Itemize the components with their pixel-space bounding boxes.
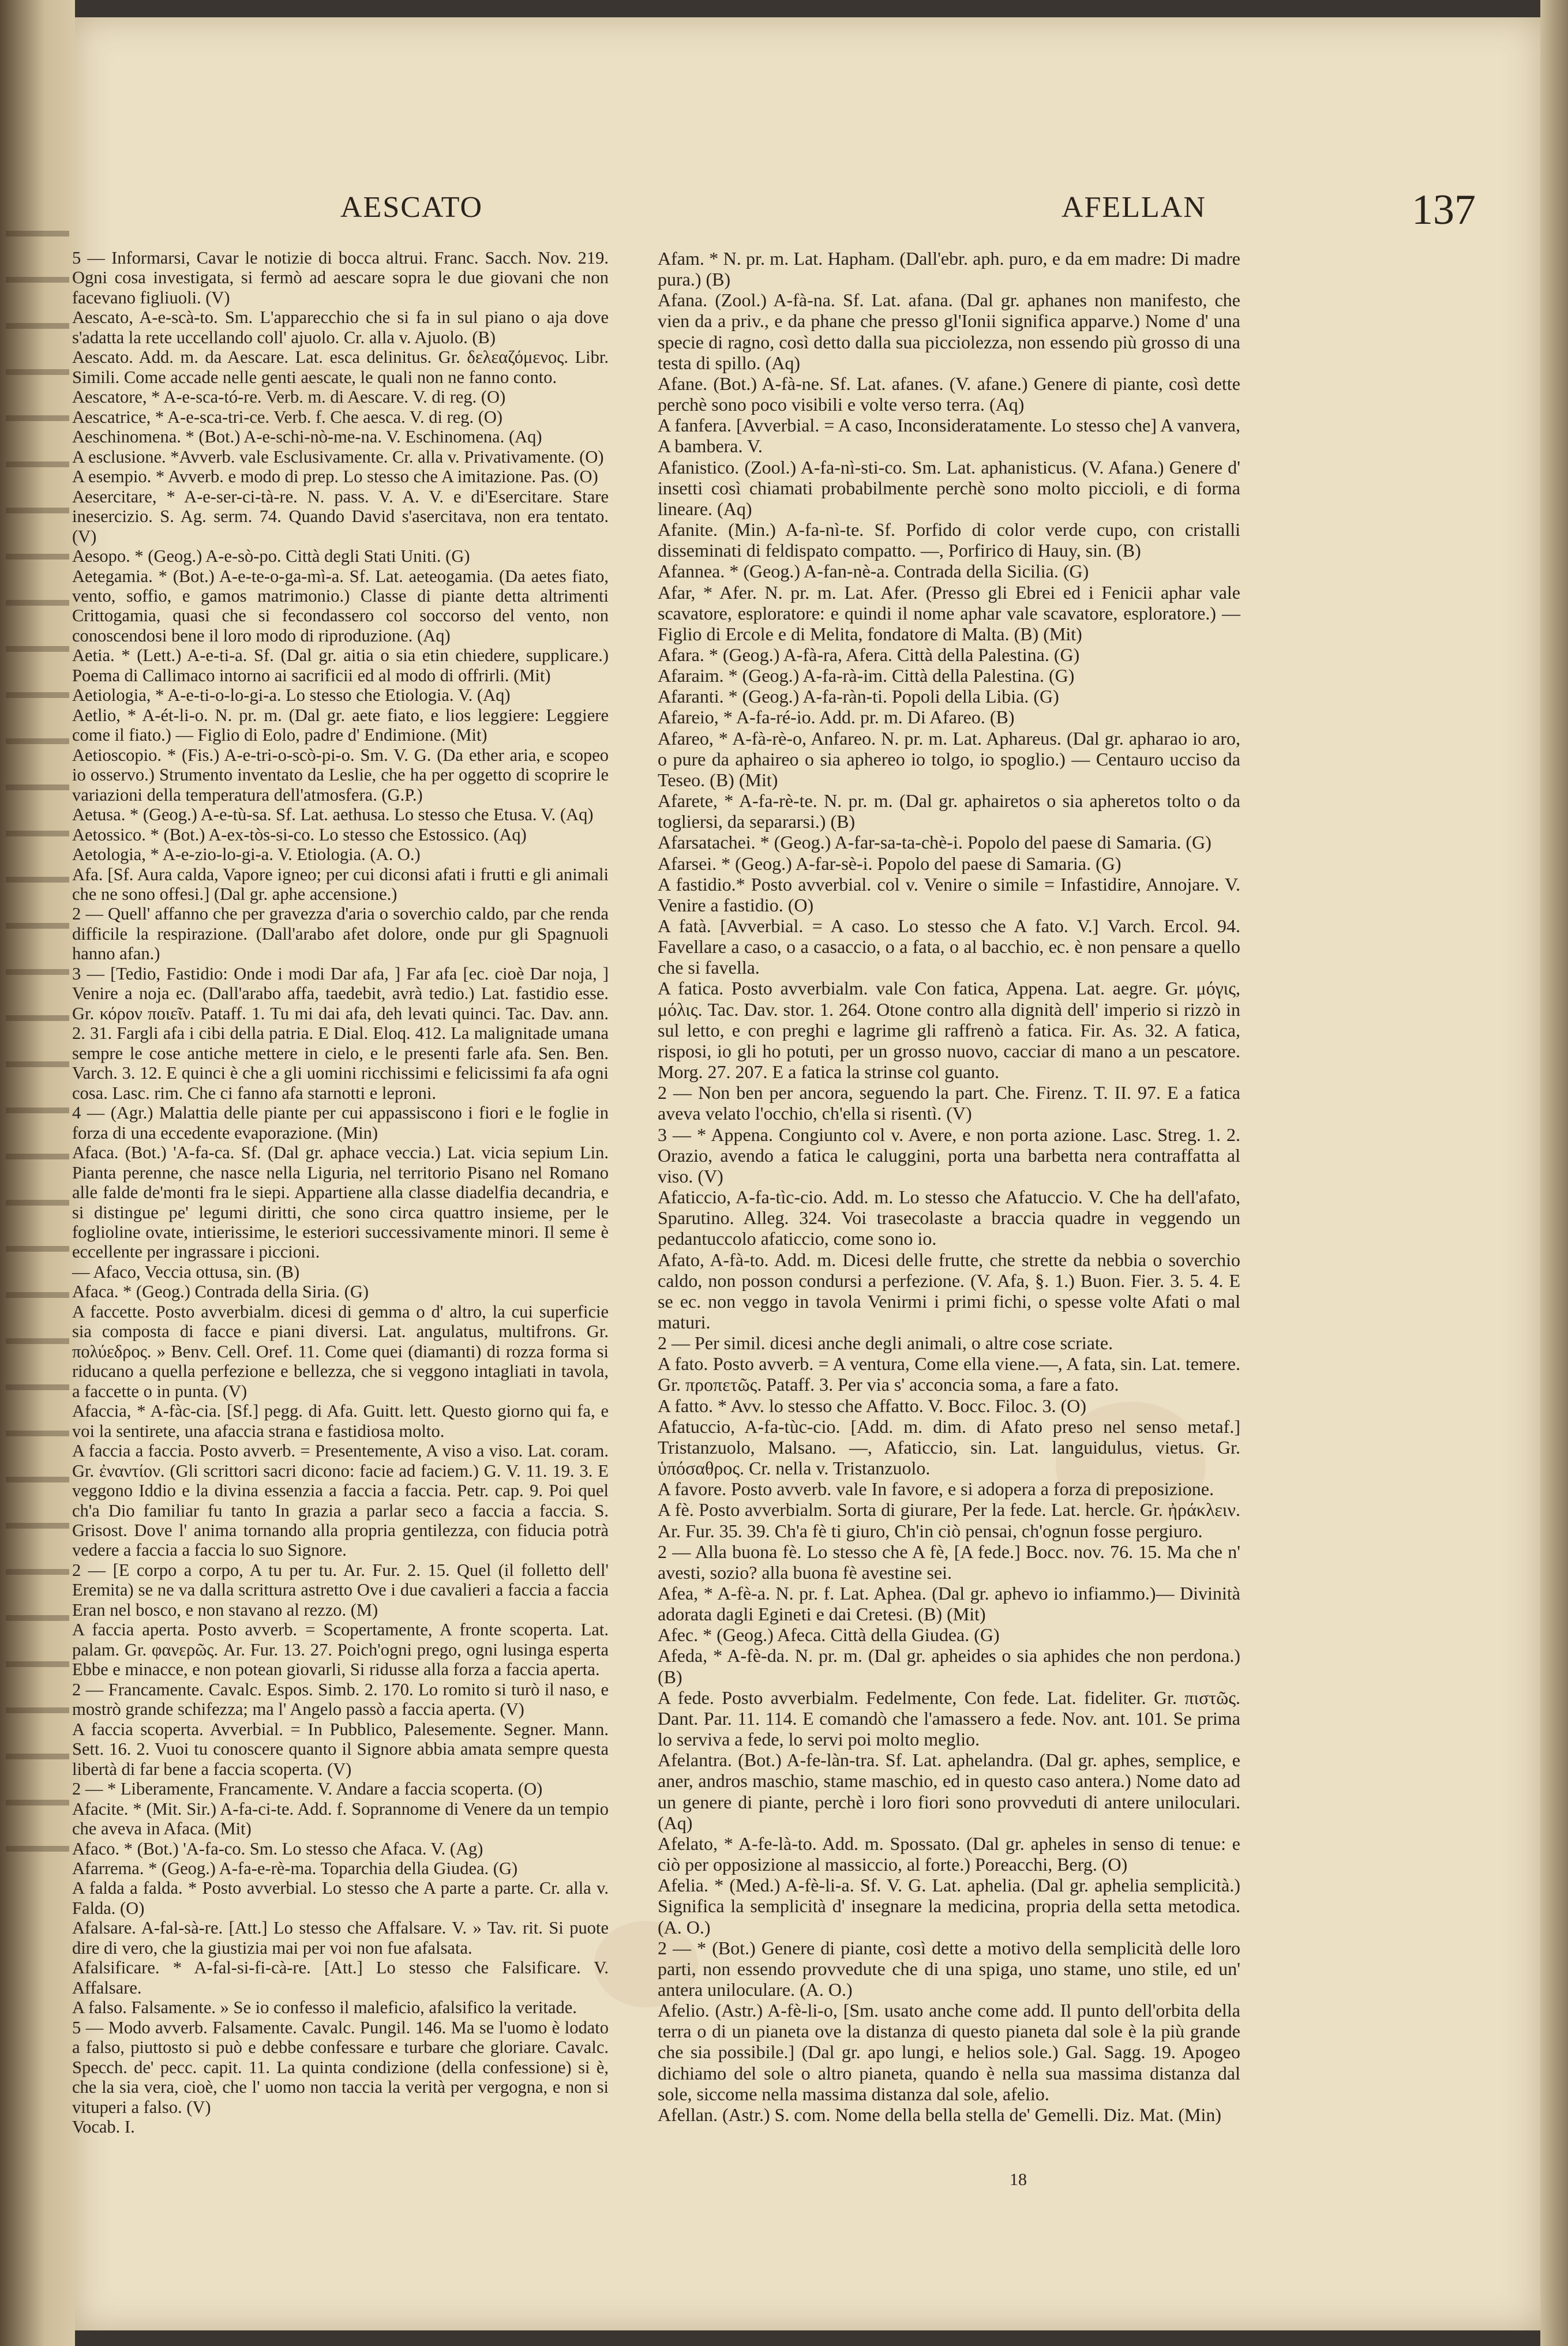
dictionary-entry: 2 — Per simil. dicesi anche degli animali, o altre cose scriate. (658, 1332, 1113, 1354)
dictionary-entry: Afareio, * A-fa-ré-io. Add. pr. m. Di Afareo. (B) (658, 707, 1015, 728)
dictionary-entry: A falso. Falsamente. » Se io confesso il maleficio, afalsifico la veritade. (72, 1998, 577, 2018)
dictionary-entry: A fato. Posto avverb. = A ventura, Come ella viene.—, A fata, sin. Lat. temere. Gr. προπετῶς. Pataff. 3. Per via s' acconcia soma, a fare a fato. (658, 1353, 1240, 1395)
dictionary-entry: Afalsificare. * A-fal-si-fi-cà-re. [Att.] Lo stesso che Falsificare. V. Affalsare. (72, 1958, 609, 1998)
dictionary-entry: Aetegamia. * (Bot.) A-e-te-o-ga-mì-a. Sf. Lat. aeteogamia. (Da aetes fiato, vento, soffio, e gamos matrimonio.) Classe di piante detta altrimenti Crittogamia, quasi che si fecondassero col soccorso del vento, non conoscendosi bene il loro modo di riproduzione. (Aq) (72, 566, 609, 645)
dictionary-entry: — Afaco, Veccia ottusa, sin. (B) (72, 1262, 300, 1282)
dictionary-entry: Afaranti. * (Geog.) A-fa-ràn-ti. Popoli della Libia. (G) (658, 686, 1059, 707)
dictionary-entry: Afea, * A-fè-a. N. pr. f. Lat. Aphea. (Dal gr. aphevo io infiammo.)— Divinità adorata dagli Egineti e dai Cretesi. (B) (Mit) (658, 1583, 1240, 1625)
signature-mark: 18 (1010, 2170, 1027, 2189)
dictionary-entry: Aescato. Add. m. da Aescare. Lat. esca delinitus. Gr. δελεαζόμενος. Libr. Simili. Come accade nelle genti aescate, le quali non ne fanno conto. (72, 347, 609, 387)
left-column (72, 248, 609, 2137)
dictionary-entry: A fede. Posto avverbialm. Fedelmente, Con fede. Lat. fideliter. Gr. πιστῶς. Dant. Par. 11. 114. E comandò che l'amassero a fede. Nov. ant. 101. Se prima lo serviva a fede, lo servi poi molto meglio. (658, 1687, 1240, 1750)
dictionary-entry: Afanite. (Min.) A-fa-nì-te. Sf. Porfido di color verde cupo, con cristalli disseminati di feldispato compatto. —, Porfirico di Hauy, sin. (B) (658, 519, 1240, 561)
dictionary-entry: Afara. * (Geog.) A-fà-ra, Afera. Città della Palestina. (G) (658, 644, 1080, 665)
dictionary-entry: Aescatore, * A-e-sca-tó-re. Verb. m. di Aescare. V. di reg. (O) (72, 387, 506, 407)
running-head-right: AFELLAN (1061, 191, 1206, 224)
dictionary-entry: Afareo, * A-fà-rè-o, Anfareo. N. pr. m. Lat. Aphareus. (Dal gr. apharao io aro, o pure da aphaireo o sia aphereo io tolgo, io spoglio.) — Centauro ucciso da Teseo. (B) (Mit) (658, 727, 1240, 790)
page-edge (1540, 0, 1568, 2346)
dictionary-entry: A faccette. Posto avverbialm. dicesi di gemma o d' altro, la cui superficie sia composta di facce e piani diversi. Lat. angulatus, multifrons. Gr. πολύεδρος. » Benv. Cell. Oref. 11. Come quei (diamanti) di rozza forma si riducano a quella perfezione e bellezza, che si veggono intagliati in tavola, a faccette o in punta. (V) (72, 1301, 609, 1401)
dictionary-entry: 2 — Quell' affanno che per gravezza d'aria o soverchio caldo, par che renda difficile la respirazione. (Dall'arabo afet dolore, onde pur gli Spagnuoli hanno afan.) (72, 904, 609, 964)
dictionary-entry: Afec. * (Geog.) Afeca. Città della Giudea. (G) (658, 1624, 1000, 1646)
dictionary-entry: Aetossico. * (Bot.) A-ex-tòs-si-co. Lo stesso che Estossico. (Aq) (72, 824, 527, 844)
dictionary-entry: Aesercitare, * A-e-ser-ci-tà-re. N. pass. V. A. V. e di'Esercitare. Stare inesercizio. S. Ag. serm. 74. Quando David s'asercitava, non era tentato. (V) (72, 486, 609, 546)
dictionary-entry: Afacite. * (Mit. Sir.) A-fa-ci-te. Add. f. Soprannome di Venere da un tempio che aveva in Afaca. (Mit) (72, 1799, 609, 1839)
dictionary-entry: 3 — * Appena. Congiunto col v. Avere, e non porta azione. Lasc. Streg. 1. 2. Orazio, avendo a fatica le caluggini, porta una barbetta nera contraffatta al viso. (V) (658, 1124, 1240, 1187)
dictionary-entry: A faccia aperta. Posto avverb. = Scopertamente, A fronte scoperta. Lat. palam. Gr. φανερῶς. Ar. Fur. 13. 27. Poich'ogni prego, ogni lusinga esperta Ebbe e minacce, e non potean giovarli, Si ridusse alla forza a faccia aperta. (72, 1620, 609, 1680)
dictionary-entry: Afalsare. A-fal-sà-re. [Att.] Lo stesso che Affalsare. V. » Tav. rit. Si puote dire di vero, che la giustizia mai per voi non fue afalsata. (72, 1918, 609, 1958)
dictionary-entry: A favore. Posto avverb. vale In favore, e si adopera a forza di preposizione. (658, 1478, 1214, 1500)
dictionary-entry: 5 — Informarsi, Cavar le notizie di bocca altrui. Franc. Sacch. Nov. 219. Ogni cosa investigata, si fermò ad aescare sopra le due giovani che non facevano figliuoli. (V) (72, 248, 609, 307)
dictionary-entry: 4 — (Agr.) Malattia delle piante per cui appassiscono i fiori e le foglie in forza di una eccedente evaporazione. (Min) (72, 1103, 609, 1143)
dictionary-entry: A esclusione. *Avverb. vale Esclusivamente. Cr. alla v. Privativamente. (O) (72, 446, 604, 467)
dictionary-entry: Afarsatachei. * (Geog.) A-far-sa-ta-chè-i. Popolo del paese di Samaria. (G) (658, 832, 1211, 853)
dictionary-entry: Afellan. (Astr.) S. com. Nome della bella stella de' Gemelli. Diz. Mat. (Min) (658, 2104, 1222, 2125)
dictionary-entry: Aetusa. * (Geog.) A-e-tù-sa. Sf. Lat. aethusa. Lo stesso che Etusa. V. (Aq) (72, 805, 594, 825)
dictionary-entry: Vocab. I. (72, 2117, 135, 2137)
dictionary-entry: 3 — [Tedio, Fastidio: Onde i modi Dar afa, ] Far afa [ec. cioè Dar noja, ] Venire a noja ec. (Dall'arabo affa, taedebit, avrà tedio.) Lat. fastidio esse. Gr. κόρον ποιεῖν. Pataff. 1. Tu mi dai afa, deh levati quinci. Tac. Dav. ann. 2. 31. Fargli afa i cibi della patria. E Dial. Eloq. 412. La malignitade umana sempre le cose antiche mettere in cielo, e le presenti farle afa. Sen. Ben. Varch. 3. 12. E quinci è che a gli uomini ricchissimi e felicissimi fa afa ogni cosa. Lasc. rim. Che ci fanno afa starnotti e leproni. (72, 963, 609, 1103)
dictionary-entry: Aetiologia, * A-e-ti-o-lo-gi-a. Lo stesso che Etiologia. V. (Aq) (72, 685, 511, 705)
dictionary-entry: Aetologia, * A-e-zio-lo-gi-a. V. Etiologia. (A. O.) (72, 844, 421, 865)
dictionary-entry: 5 — Modo avverb. Falsamente. Cavalc. Pungil. 146. Ma se l'uomo è lodato a falso, piuttosto si può e debbe confessare e turbare che gloriare. Cavalc. Specch. de' pecc. capit. 11. La quinta condizione (della confessione) si è, che la sia vera, cioè, che l' uomo non taccia la verità per vergogna, e non si vituperi a falso. (V) (72, 2017, 609, 2117)
dictionary-entry: Aeschinomena. * (Bot.) A-e-schi-nò-me-na. V. Eschinomena. (Aq) (72, 427, 542, 447)
dictionary-entry: Afelio. (Astr.) A-fè-li-o, [Sm. usato anche come add. Il punto dell'orbita della terra o di un pianeta ove la distanza di questo pianeta dal sole è la più grande che sia possibile.] (Dal gr. apo lungi, e helios sole.) Gal. Sagg. 19. Apogeo dichiamo del sole o altro pianeta, quando è nella sua massima distanza dal sole, siccome nella massima distanza dal sole, afelio. (658, 2000, 1240, 2104)
dictionary-entry: Aetlio, * A-ét-li-o. N. pr. m. (Dal gr. aete fiato, e lios leggiere: Leggiere come il fiato.) — Figlio di Eolo, padre d' Endimione. (Mit) (72, 705, 609, 745)
dictionary-entry: 2 — * Liberamente, Francamente. V. Andare a faccia scoperta. (O) (72, 1779, 543, 1799)
dictionary-entry: Afeda, * A-fè-da. N. pr. m. (Dal gr. apheides o sia aphides che non perdona.) (B) (658, 1645, 1240, 1687)
dictionary-entry: Afaccia, * A-fàc-cia. [Sf.] pegg. di Afa. Guitt. lett. Questo giorno qui fa, e voi la sentirete, una afaccia strana e fastidiosa molto. (72, 1401, 609, 1441)
dictionary-entry: Afaticcio, A-fa-tìc-cio. Add. m. Lo stesso che Afatuccio. V. Che ha dell'afato, Sparutino. Alleg. 324. Voi trasecolaste a braccia quadre in veggendo un pedantuccolo afaticcio, come sono io. (658, 1187, 1240, 1249)
running-head-left: AESCATO (340, 191, 483, 224)
dictionary-entry: Aetia. * (Lett.) A-e-ti-a. Sf. (Dal gr. aitia o sia etin chiedere, supplicare.) Poema di Callimaco intorno ai sacrificii ed al modo di offrirli. (Mit) (72, 645, 609, 685)
dictionary-entry: A esempio. * Avverb. e modo di prep. Lo stesso che A imitazione. Pas. (O) (72, 467, 598, 487)
dictionary-entry: Afarete, * A-fa-rè-te. N. pr. m. (Dal gr. aphairetos o sia apheretos tolto o da togliersi, da separarsi.) (B) (658, 790, 1240, 832)
dictionary-entry: 2 — * (Bot.) Genere di piante, così dette a motivo della semplicità delle loro parti, non essendo provvedute che di una spiga, uno stame, uno stile, ed un' antera uniloculare. (A. O.) (658, 1937, 1240, 2000)
dictionary-entry: Afato, A-fà-to. Add. m. Dicesi delle frutte, che strette da nebbia o soverchio caldo, non posson condursi a perfezione. (V. Afa, §. 1.) Buon. Fier. 3. 5. 4. E se ec. non veggo in tavola Venirmi i primi fichi, o spesse volte Afati o mal maturi. (658, 1249, 1240, 1332)
dictionary-entry: Afaraim. * (Geog.) A-fa-rà-im. Città della Palestina. (G) (658, 665, 1075, 686)
dictionary-entry: Afaco. * (Bot.) 'A-fa-co. Sm. Lo stesso che Afaca. V. (Ag) (72, 1838, 483, 1859)
dictionary-entry: Aetioscopio. * (Fis.) A-e-tri-o-scò-pi-o. Sm. V. G. (Da ether aria, e scopeo io osservo.) Strumento inventato da Leslie, che ha per oggetto di scoprire le variazioni della temperatura dell'atmosfera. (G.P.) (72, 745, 609, 805)
dictionary-entry: Afanistico. (Zool.) A-fa-nì-sti-co. Sm. Lat. aphanisticus. (V. Afana.) Genere d' insetti così chiamati probabilmente perchè sono molto piccioli, e di forma lineare. (Aq) (658, 456, 1240, 519)
dictionary-entry: 2 — Francamente. Cavalc. Espos. Simb. 2. 170. Lo romito si turò il naso, e mostrò grande schifezza; ma l' Angelo passò a faccia aperta. (V) (72, 1679, 609, 1720)
dictionary-entry: A fastidio.* Posto avverbial. col v. Venire o simile = Infastidire, Annojare. V. Venire a fastidio. (O) (658, 873, 1240, 915)
dictionary-entry: Afaca. (Bot.) 'A-fa-ca. Sf. (Dal gr. aphace veccia.) Lat. vicia sepium Lin. Pianta perenne, che nasce nella Liguria, nel territorio Pisano nel Romano alle falde de'monti fra le siepi. Appartiene alla classe diadelfia decandria, e si distingue pe' legumi diritti, che sono circa quattro insieme, per le foglioline ovate, intierissime, le esteriori successivamente minori. Il seme è eccellente per ingrassare i piccioni. (72, 1143, 609, 1262)
dictionary-entry: A falda a falda. * Posto avverbial. Lo stesso che A parte a parte. Cr. alla v. Falda. (O) (72, 1878, 609, 1918)
page-header (306, 186, 1487, 242)
dictionary-entry: Afatuccio, A-fa-tùc-cio. [Add. m. dim. di Afato preso nel senso metaf.] Tristanzuolo, Malsano. —, Afaticcio, sin. Lat. languidulus, vietus. Gr. ὑπόσαθρος. Cr. nella v. Tristanzuolo. (658, 1416, 1240, 1479)
dictionary-entry: Aescato, A-e-scà-to. Sm. L'apparecchio che si fa in sul piano o aja dove s'adatta la rete uccellando coll' ajuolo. Cr. alla v. Ajuolo. (B) (72, 307, 609, 347)
right-column (658, 248, 1240, 2125)
dictionary-entry: A fatà. [Avverbial. = A caso. Lo stesso che A fato. V.] Varch. Ercol. 94. Favellare a caso, o a casaccio, o a fata, o al bacchio, ec. è non pensare a quello che si favella. (658, 915, 1240, 978)
dictionary-entry: A faccia a faccia. Posto avverb. = Presentemente, A viso a viso. Lat. coram. Gr. ἐναντίον. (Gli scrittori sacri dicono: facie ad faciem.) G. V. 11. 19. 3. E veggono Iddio e la divina essenzia a faccia a faccia. Petr. cap. 9. Poi quel ch'a Dio familiar fu tanto In grazia a parlar seco a faccia a faccia. S. Grisost. Dove l' anima tornando alla propria gentilezza, con fiducia potrà vedere a faccia a faccia lo suo Signore. (72, 1441, 609, 1560)
dictionary-entry: Aesopo. * (Geog.) A-e-sò-po. Città degli Stati Uniti. (G) (72, 546, 470, 566)
dictionary-entry: Afane. (Bot.) A-fà-ne. Sf. Lat. afanes. (V. afane.) Genere di piante, così dette perchè sono poco visibili e volte verso terra. (Aq) (658, 373, 1240, 415)
page-number: 137 (1412, 186, 1476, 234)
dictionary-entry: 2 — [E corpo a corpo, A tu per tu. Ar. Fur. 2. 15. Quel (il folletto dell' Eremita) se ne va dalla scrittura astretto Ove i due cavalieri a faccia a faccia Eran nel bosco, e non stavano al rezzo. (M) (72, 1560, 609, 1620)
dictionary-entry: Afa. [Sf. Aura calda, Vapore igneo; per cui diconsi afati i frutti e gli animali che ne sono offesi.] (Dal gr. aphe accensione.) (72, 864, 609, 904)
dictionary-entry: A fatica. Posto avverbialm. vale Con fatica, Appena. Lat. aegre. Gr. μόγις, μόλις. Tac. Dav. stor. 1. 264. Otone contro alla dignità dell' imperio si rizzò in sul letto, e con preghi e lagrime gli raffrenò a fatica. Fir. As. 32. A fatica, risposi, io gli ho potuti, per un grosso nuovo, cacciar di mano a un pescatore. Morg. 27. 207. E a fatica la strinse col guanto. (658, 978, 1240, 1083)
dictionary-entry: Afar, * Afer. N. pr. m. Lat. Afer. (Presso gli Ebrei ed i Fenicii aphar vale scavatore, esploratore: e quindi il nome aphar vale scavatore, esploratore.) — Figlio di Ercole e di Melita, fondatore di Malta. (B) (Mit) (658, 581, 1240, 644)
dictionary-entry: Afelantra. (Bot.) A-fe-làn-tra. Sf. Lat. aphelandra. (Dal gr. aphes, semplice, e aner, andros maschio, stame maschio, ed in questo caso antera.) Nome dato ad un genere di piante, perchè i loro fiori sono provveduti di antere uniloculari. (Aq) (658, 1750, 1240, 1833)
dictionary-entry: A fanfera. [Avverbial. = A caso, Inconsideratamente. Lo stesso che] A vanvera, A bambera. V. (658, 415, 1240, 457)
dictionary-entry: 2 — Non ben per ancora, seguendo la part. Che. Firenz. T. II. 97. E a fatica aveva velato l'occhio, ch'ella si risentì. (V) (658, 1082, 1240, 1124)
left-page-gutter (0, 0, 75, 2346)
dictionary-entry: Afaca. * (Geog.) Contrada della Siria. (G) (72, 1282, 369, 1302)
dictionary-entry: A fè. Posto avverbialm. Sorta di giurare, Per la fede. Lat. hercle. Gr. ἠράκλειν. Ar. Fur. 35. 39. Ch'a fè ti giuro, Ch'in ciò pensai, ch'ognun fosse pergiuro. (658, 1499, 1240, 1541)
dictionary-entry: Afana. (Zool.) A-fà-na. Sf. Lat. afana. (Dal gr. aphanes non manifesto, che vien da a priv., e da phane che presso gl'Ionii significa apparve.) Nome d' una specie di ragno, così detto dalla sua picciolezza, non essendo più grosso di una testa di spillo. (Aq) (658, 290, 1240, 373)
dictionary-entry: A fatto. * Avv. lo stesso che Affatto. V. Bocc. Filoc. 3. (O) (658, 1395, 1087, 1416)
dictionary-entry: A faccia scoperta. Avverbial. = In Pubblico, Palesemente. Segner. Mann. Sett. 16. 2. Vuoi tu conoscere quanto il Signore abbia amata sempre questa libertà di far bene a faccia scoperta. (V) (72, 1719, 609, 1779)
dictionary-entry: Afelia. * (Med.) A-fè-li-a. Sf. V. G. Lat. aphelia. (Dal gr. aphelia semplicità.) Significa la semplicità d' insegnare la medicina, propria della setta metodica. (A. O.) (658, 1875, 1240, 1938)
dictionary-entry: Afam. * N. pr. m. Lat. Hapham. (Dall'ebr. aph. puro, e da em madre: Di madre pura.) (B) (658, 248, 1240, 290)
dictionary-entry: Afarsei. * (Geog.) A-far-sè-i. Popolo del paese di Samaria. (G) (658, 853, 1121, 874)
dictionary-entry: 2 — Alla buona fè. Lo stesso che A fè, [A fede.] Bocc. nov. 76. 15. Ma che n' avesti, sozio? alla buona fè avestine sei. (658, 1541, 1240, 1583)
dictionary-entry: Afarrema. * (Geog.) A-fa-e-rè-ma. Toparchia della Giudea. (G) (72, 1858, 518, 1878)
dictionary-entry: Afelato, * A-fe-là-to. Add. m. Spossato. (Dal gr. apheles in senso di tenue: e ciò per opposizione al massiccio, al forte.) Poreacchi, Berg. (O) (658, 1833, 1240, 1875)
dictionary-entry: Aescatrice, * A-e-sca-tri-ce. Verb. f. Che aesca. V. di reg. (O) (72, 407, 503, 427)
dictionary-entry: Afannea. * (Geog.) A-fan-nè-a. Contrada della Sicilia. (G) (658, 561, 1089, 582)
